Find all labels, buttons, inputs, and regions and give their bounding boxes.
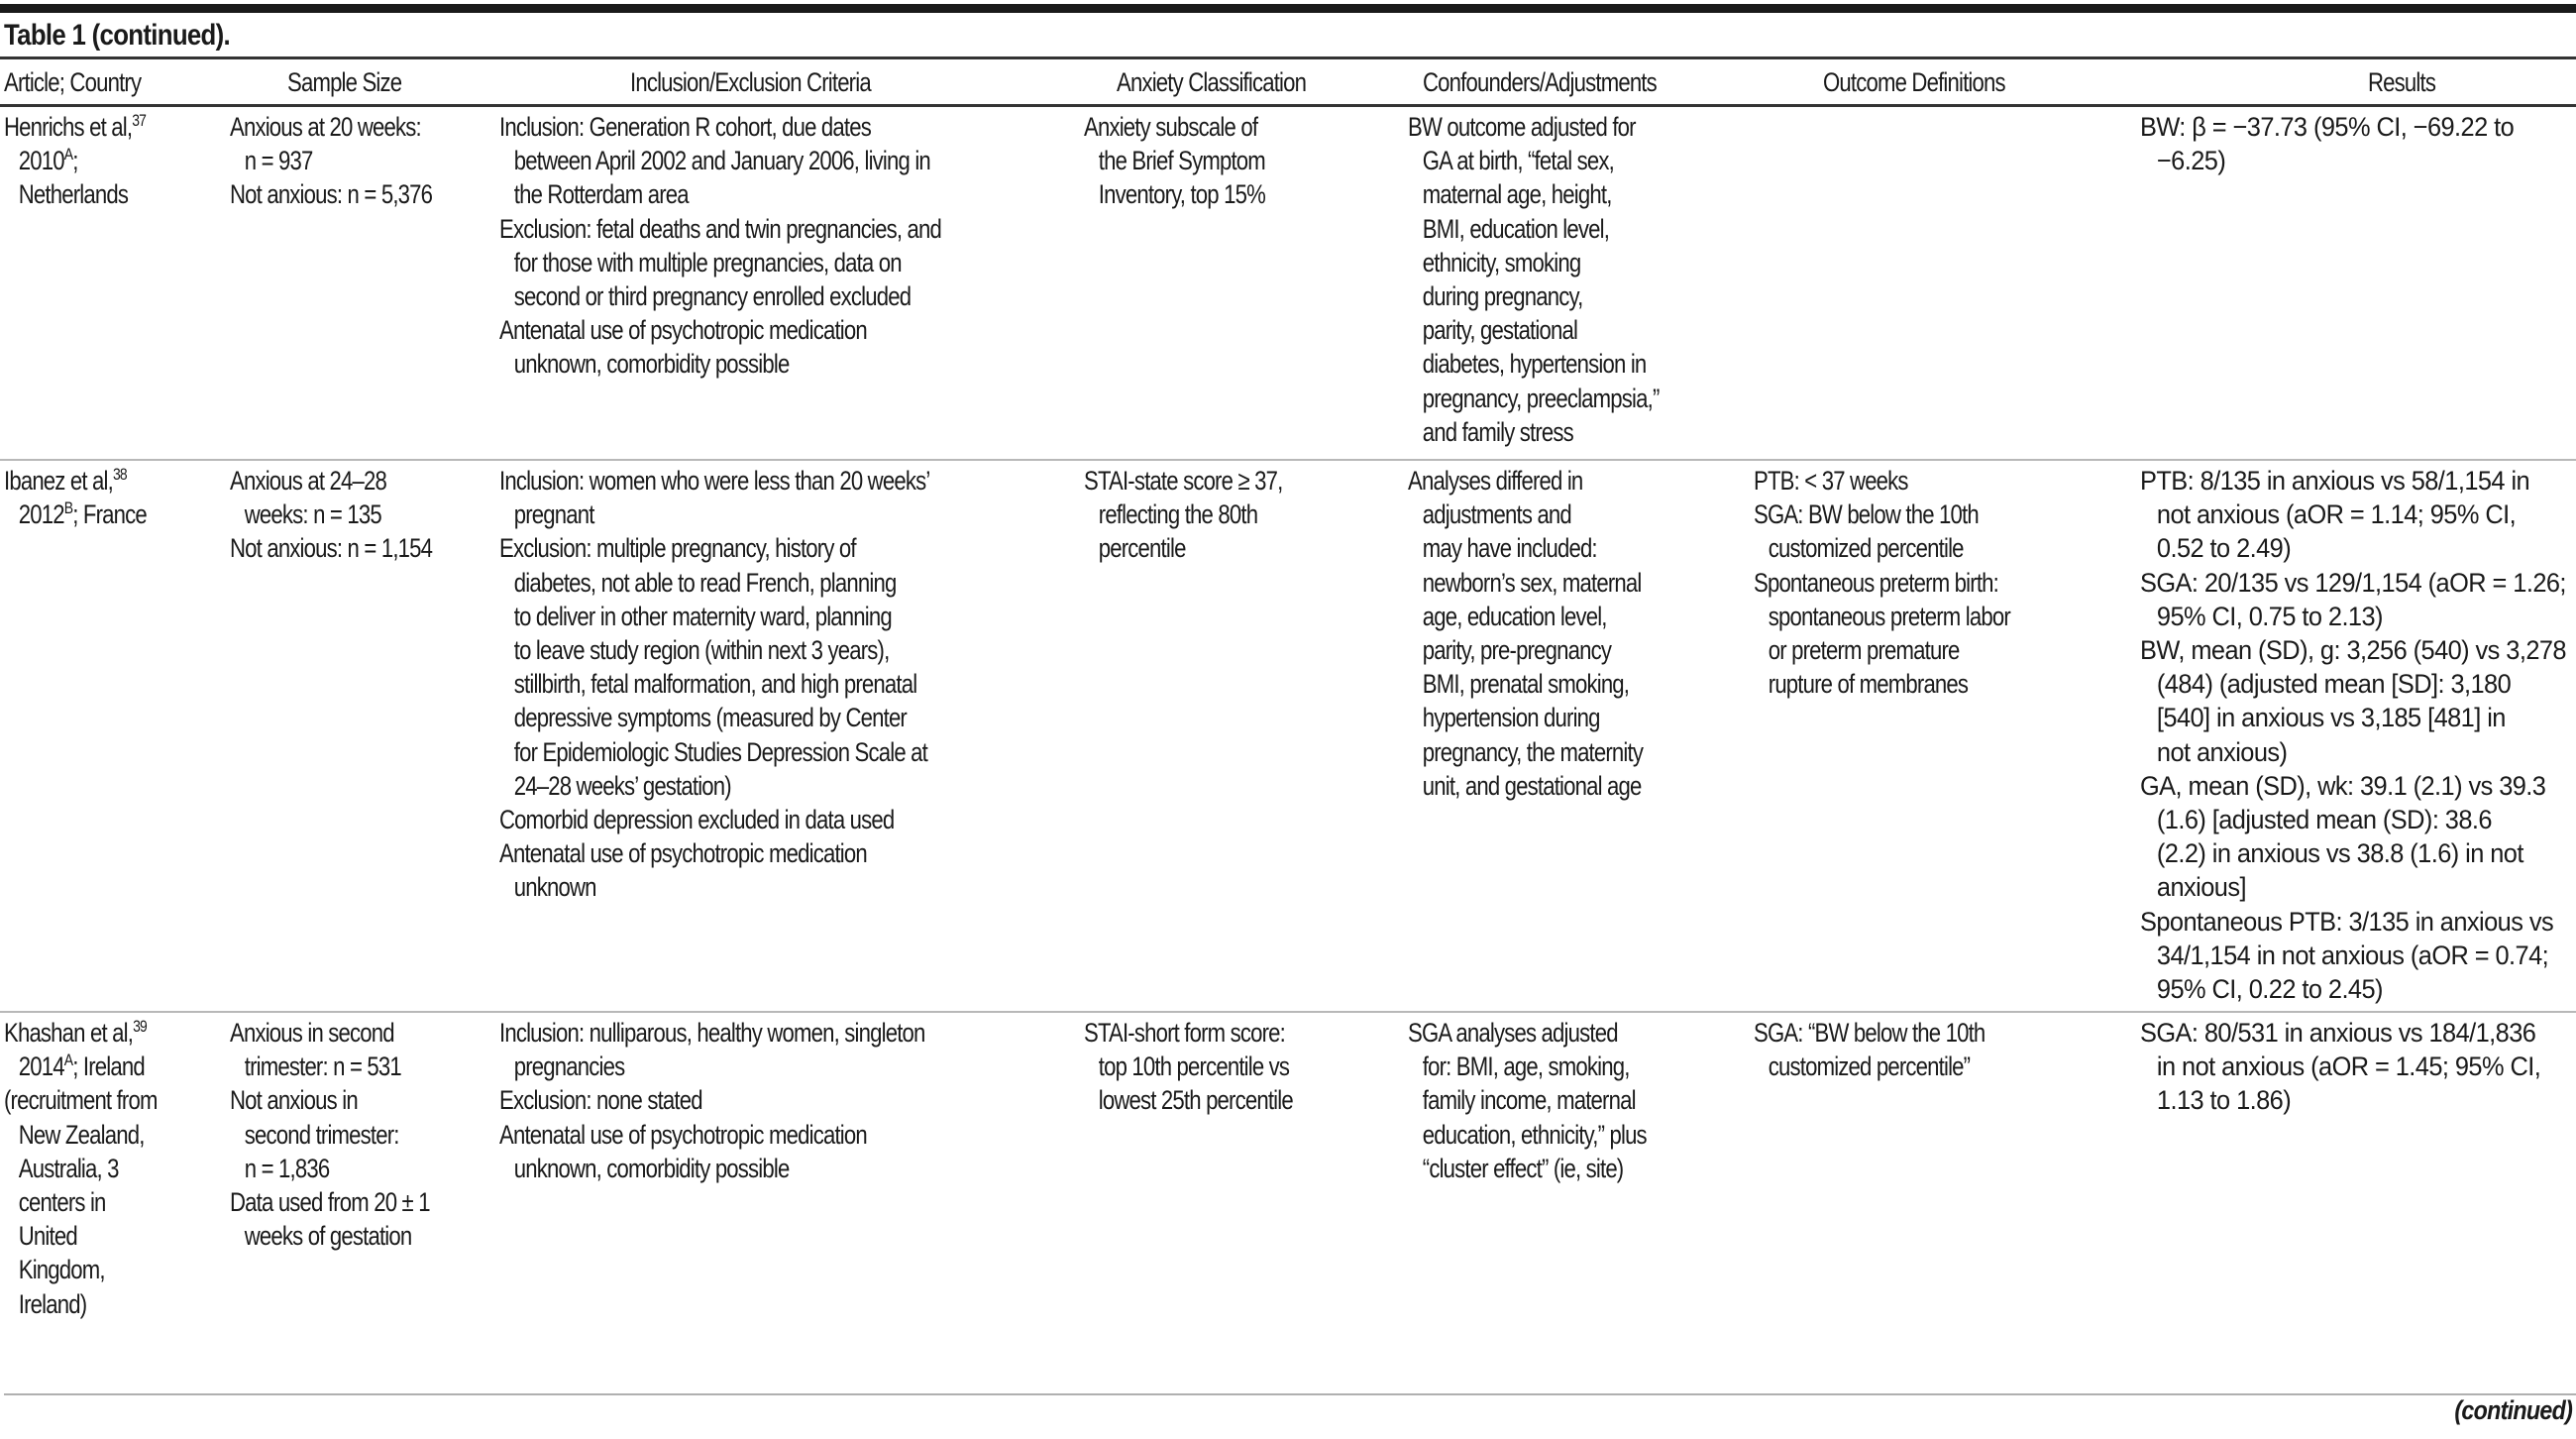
- cell-anxiety: Anxiety subscale of the Brief Symptom Inventory, top 15%: [1084, 112, 1265, 210]
- cell-anxiety: STAI-state score ≥ 37, reflecting the 80th percentile: [1084, 466, 1283, 564]
- cell-sample-size: Anxious at 20 weeks: n = 937 Not anxious: n = 5,376: [230, 112, 433, 210]
- cell-article: Khashan et al,$^{39}$ $2014^A$; Ireland (recruitment from New Zealand, Australia, 3 centers in United Kingdom, Ireland): [4, 1017, 158, 1319]
- table-top-rule: [0, 4, 2576, 13]
- continued-label: (continued): [2454, 1395, 2572, 1425]
- cell-results: BW: β = −37.73 (95% CI, −69.22 to −6.25): [2140, 112, 2515, 176]
- cell-confounders: SGA analyses adjusted for: BMI, age, smoking, family income, maternal education, ethnicity,” plus “cluster effect” (ie, site): [1408, 1018, 1647, 1183]
- cell-article: Henrichs et al,$^{37}$ $2010^A$; Netherlands: [4, 111, 147, 210]
- column-header-anxiety: Anxiety Classification: [1117, 67, 1307, 97]
- cell-criteria: Inclusion: Generation R cohort, due dates between April 2002 and January 2006, living in the Rotterdam area Exclusion: fetal deaths and twin pregnancies, and for those with multiple pregnancies, data on second or third pregnancy enrolled excluded Antenatal use of psychotropic medication unknown, comorbidity possible: [499, 112, 941, 380]
- cell-criteria: Inclusion: women who were less than 20 weeks’ pregnant Exclusion: multiple pregnancy, history of diabetes, not able to read French, planning to deliver in other maternity ward, planning to leave study region (within next 3 years), stillbirth, fetal malformation, and high prenatal depressive symptoms (measured by Center for Epidemiologic Studies Depression Scale at 24–28 weeks’ gestation) Comorbid depression excluded in data used Antenatal use of psychotropic medication unknown: [499, 466, 930, 903]
- cell-outcomes: SGA: “BW below the 10th customized percentile”: [1754, 1018, 1986, 1082]
- header-top-rule: [0, 56, 2576, 59]
- column-header-results: Results: [2368, 67, 2436, 97]
- cell-article: Ibanez et al,$^{38}$ $2012^B$; France: [4, 465, 147, 530]
- cell-results: SGA: 80/531 in anxious vs 184/1,836 in not anxious (aOR = 1.45; 95% CI, 1.13 to 1.86): [2140, 1018, 2541, 1116]
- table-bottom-rule: [4, 1393, 2576, 1395]
- cell-outcomes: PTB: < 37 weeks SGA: BW below the 10th customized percentile Spontaneous preterm birth: spontaneous preterm labor or preterm premature rupture of membranes: [1754, 466, 2010, 700]
- column-header-criteria: Inclusion/Exclusion Criteria: [630, 67, 871, 97]
- header-bottom-rule: [0, 104, 2576, 107]
- row-divider: [0, 459, 2576, 461]
- cell-sample-size: Anxious at 24–28 weeks: n = 135 Not anxious: n = 1,154: [230, 466, 433, 564]
- table-title: Table 1 (continued).: [4, 19, 231, 52]
- column-header-confounders: Confounders/Adjustments: [1423, 67, 1657, 97]
- cell-anxiety: STAI-short form score: top 10th percentile vs lowest 25th percentile: [1084, 1018, 1293, 1116]
- column-header-article: Article; Country: [4, 67, 142, 97]
- cell-sample-size: Anxious in second trimester: n = 531 Not anxious in second trimester: n = 1,836 Data used from 20 ± 1 weeks of gestation: [230, 1018, 430, 1252]
- cell-confounders: BW outcome adjusted for GA at birth, “fetal sex, maternal age, height, BMI, education level, ethnicity, smoking during pregnancy, parity, gestational diabetes, hypertension in pregnancy, preeclampsia,” and family stress: [1408, 112, 1660, 447]
- cell-criteria: Inclusion: nulliparous, healthy women, singleton pregnancies Exclusion: none stated Antenatal use of psychotropic medication unknown, comorbidity possible: [499, 1018, 925, 1183]
- table-header-row: [0, 61, 2576, 103]
- row-divider: [0, 1011, 2576, 1013]
- column-header-sample-size: Sample Size: [287, 67, 402, 97]
- cell-confounders: Analyses differed in adjustments and may have included: newborn’s sex, maternal age, education level, parity, pre-pregnancy BMI, prenatal smoking, hypertension during pregnancy, the maternity unit, and gestational age: [1408, 466, 1644, 801]
- cell-results: PTB: 8/135 in anxious vs 58/1,154 in not anxious (aOR = 1.14; 95% CI, 0.52 to 2.49) SGA: 20/135 vs 129/1,154 (aOR = 1.26; 95% CI, 0.75 to 2.13) BW, mean (SD), g: 3,256 (540) vs 3,278 (484) (adjusted mean [SD]: 3,180 [540] in anxious vs 3,185 [481] in not anxious) GA, mean (SD), wk: 39.1 (2.1) vs 39.3 (1.6) [adjusted mean (SD): 38.6 (2.2) in anxious vs 38.8 (1.6) in not anxious] Spontaneous PTB: 3/135 in anxious vs 34/1,154 in not anxious (aOR = 0.74; 95% CI, 0.22 to 2.45): [2140, 466, 2566, 1005]
- column-header-outcomes: Outcome Definitions: [1823, 67, 2005, 97]
